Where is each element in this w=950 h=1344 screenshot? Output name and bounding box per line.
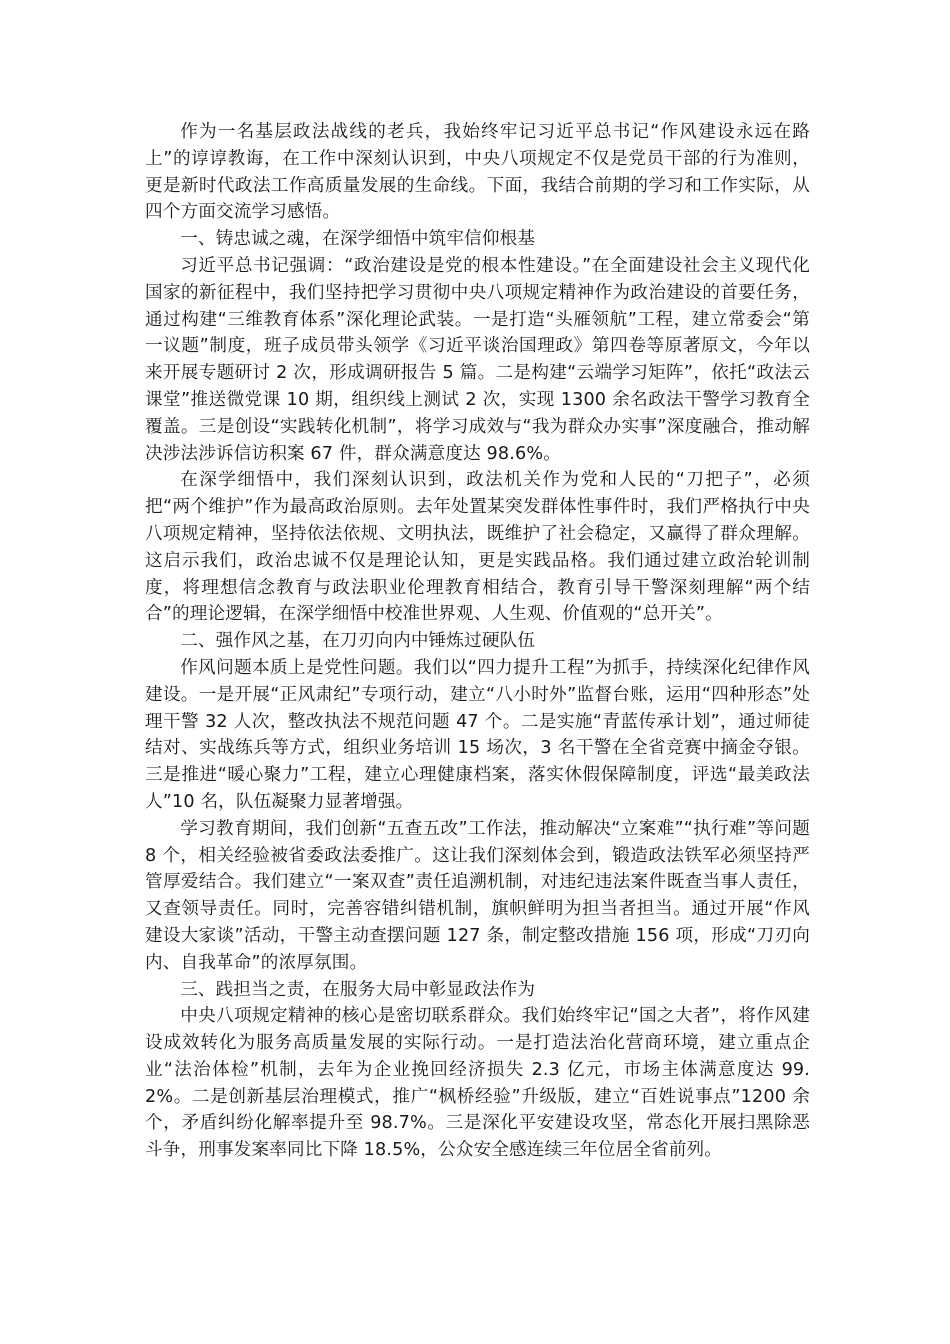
section-3-heading: 三、践担当之责，在服务大局中彰显政法作为 — [180, 979, 536, 1000]
intro-paragraph: 作为一名基层政法战线的老兵，我始终牢记习近平总书记“作风建设永远在路上”的谆谆教诲，在工作中深刻认识到，中央八项规定不仅是党员干部的行为准则，更是新时代政法工作高质量发展的生命线。下面，我结合前期的学习和工作实际，从四个方面交流学习感悟。 — [145, 122, 810, 223]
section-3-paragraph-1: 中央八项规定精神的核心是密切联系群众。我们始终牢记“国之大者”，将作风建设成效转化为服务高质量发展的实际行动。一是打造法治化营商环境，建立重点企业“法治体检”机制，去年为企业挽回经济损失 2.3 亿元，市场主体满意度达 99.2%。二是创新基层治理模式，推广“枫桥经验”升级版，建立“百姓说事点”1200 余个，矛盾纠纷化解率提升至 98.7%。三是深化平安建设攻坚，常态化开展扫黑除恶斗争，刑事发案率同比下降 18.5%，公众安全感连续三年位居全省前列。 — [145, 1006, 810, 1161]
section-1-heading: 一、铸忠诚之魂，在深学细悟中筑牢信仰根基 — [180, 229, 536, 250]
section-1-paragraph-1: 习近平总书记强调：“政治建设是党的根本性建设。”在全面建设社会主义现代化国家的新征程中，我们坚持把学习贯彻中央八项规定精神作为政治建设的首要任务，通过构建“三维教育体系”深化理论武装。一是打造“头雁领航”工程，建立常委会“第一议题”制度，班子成员带头领学《习近平谈治国理政》第四卷等原著原文，今年以来开展专题研讨 2 次，形成调研报告 5 篇。二是构建“云端学习矩阵”，依托“政法云课堂”推送微党课 10 期，组织线上测试 2 次，实现 1300 余名政法干警学习教育全覆盖。三是创设“实践转化机制”，将学习成效与“我为群众办实事”深度融合，推动解决涉法涉诉信访积案 67 件，群众满意度达 98.6%。 — [145, 255, 810, 464]
document-body — [145, 119, 810, 1164]
section-1-paragraph-2: 在深学细悟中，我们深刻认识到，政法机关作为党和人民的“刀把子”，必须把“两个维护”作为最高政治原则。去年处置某突发群体性事件时，我们严格执行中央八项规定精神，坚持依法依规、文明执法，既维护了社会稳定，又赢得了群众理解。这启示我们，政治忠诚不仅是理论认知，更是实践品格。我们通过建立政治轮训制度，将理想信念教育与政法职业伦理教育相结合，教育引导干警深刻理解“两个结合”的理论逻辑，在深学细悟中校准世界观、人生观、价值观的“总开关”。 — [145, 470, 810, 625]
section-2-heading: 二、强作风之基，在刀刃向内中锤炼过硬队伍 — [180, 631, 536, 652]
section-2-paragraph-2: 学习教育期间，我们创新“五查五改”工作法，推动解决“立案难”“执行难”等问题 8 个，相关经验被省委政法委推广。这让我们深刻体会到，锻造政法铁军必须坚持严管厚爱结合。我们建立“一案双查”责任追溯机制，对违纪违法案件既查当事人责任，又查领导责任。同时，完善容错纠错机制，旗帜鲜明为担当者担当。通过开展“作风建设大家谈”活动，干警主动查摆问题 127 条，制定整改措施 156 项，形成“刀刃向内、自我革命”的浓厚氛围。 — [145, 818, 810, 973]
section-2-paragraph-1: 作风问题本质上是党性问题。我们以“四力提升工程”为抓手，持续深化纪律作风建设。一是开展“正风肃纪”专项行动，建立“八小时外”监督台账，运用“四种形态”处理干警 32 人次，整改执法不规范问题 47 个。二是实施“青蓝传承计划”，通过师徒结对、实战练兵等方式，组织业务培训 15 场次，3 名干警在全省竞赛中摘金夺银。三是推进“暖心聚力”工程，建立心理健康档案，落实休假保障制度，评选“最美政法人”10 名，队伍凝聚力显著增强。 — [145, 657, 810, 812]
